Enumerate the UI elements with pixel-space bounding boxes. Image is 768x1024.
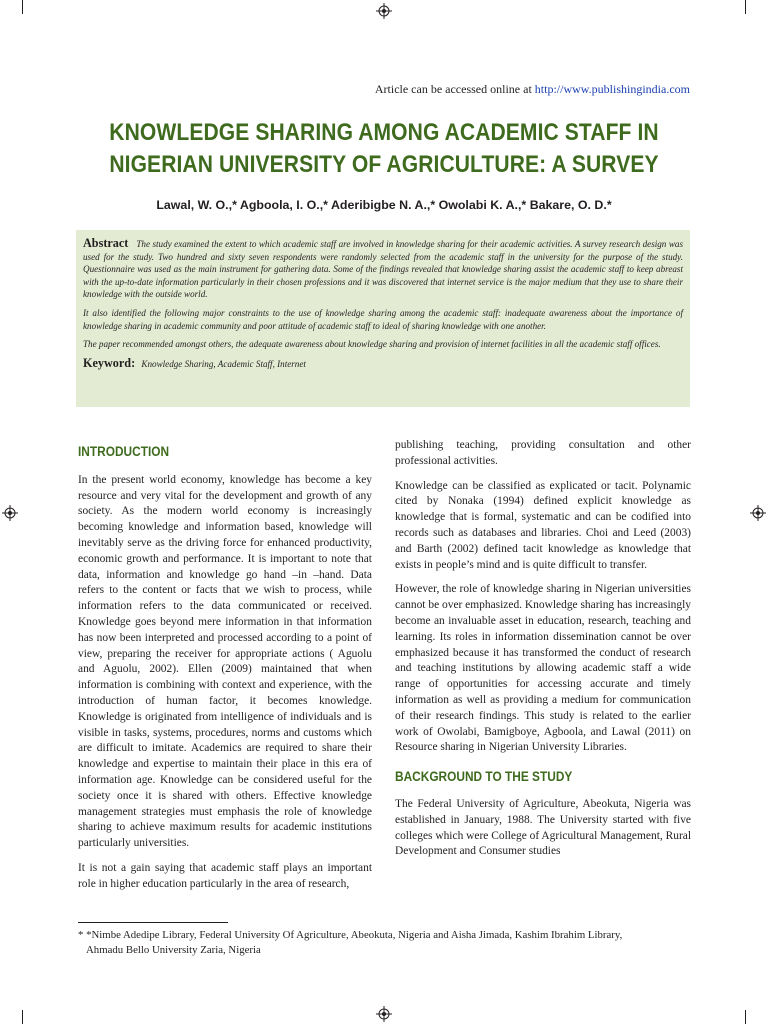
footnote-divider <box>78 922 228 923</box>
crop-mark-bottom-left <box>22 1010 23 1024</box>
keyword-list: Knowledge Sharing, Academic Staff, Internet <box>141 358 306 369</box>
introduction-paragraph-2: It is not a gain saying that academic staff plays an important role in higher education particularly in the area of research, <box>78 861 372 890</box>
keyword-row <box>83 357 683 371</box>
registration-mark-top <box>376 3 392 19</box>
background-heading: BACKGROUND TO THE STUDY <box>395 769 573 785</box>
abstract-text-1: The study examined the extent to which academic staff are involved in knowledge sharing for their academic activities. A survey research design was used for the study. Two hundred and sixty seven respondents were randomly selected from the academic staff in the university for the purpose of the study. Questionnaire was used as the main instrument for gathering data. Some of the findings revealed that knowledge sharing assist the academic staff to keep abreast with the up-to-date information particularly in their chosen professions and it was discovered that internet service is the major medium that they use to share their knowledge with the outside world. <box>83 239 683 300</box>
background-paragraph-1: The Federal University of Agriculture, Abeokuta, Nigeria was established in January, 1988. The University started with five colleges which were College of Agricultural Management, Rural Development and Consumer studies <box>395 797 692 858</box>
right-column <box>395 438 691 869</box>
abstract-paragraph-2: It also identified the following major constraints to the use of knowledge sharing among the academic staff: inadequate awareness about the importance of knowledge sharing in academic community and poor attitude of academic staff to ideal of sharing knowledge with one another. <box>83 307 683 331</box>
crop-mark-top-left <box>22 0 23 14</box>
footnote <box>78 928 691 958</box>
abstract-heading: Abstract <box>83 236 129 250</box>
crop-mark-top-right <box>745 0 746 14</box>
left-column <box>78 438 372 902</box>
access-prefix: Article can be accessed online at <box>374 82 535 96</box>
abstract-box <box>76 230 690 407</box>
crop-mark-bottom-right <box>745 1010 746 1024</box>
publisher-link[interactable]: http://www.publishingindia.com <box>534 82 690 96</box>
introduction-paragraph-5: However, the role of knowledge sharing in Nigerian universities cannot be over emphasized. Knowledge sharing has increasingly become an invaluable asset in education, research, teaching and learning. Its roles in information dissemination cannot be over emphasized because it has transformed the conduct of research and teaching institutions by allowing academic staff a wide range of opportunities for accessing accurate and timely information as well as providing a medium for communication of their research findings. This study is related to the earlier work of Owolabi, Bamigboye, Agboola, and Lawal (2011) on Resource sharing in Nigerian University Libraries. <box>395 583 692 754</box>
article-access-line <box>0 82 690 97</box>
abstract-paragraph-3: The paper recommended amongst others, the adequate awareness about knowledge sharing and provision of internet facilities in all the academic staff offices. <box>83 339 661 350</box>
abstract-paragraph-1 <box>83 237 683 301</box>
introduction-paragraph-3: publishing teaching, providing consultation and other professional activities. <box>395 439 691 467</box>
introduction-paragraph-1: In the present world economy, knowledge has become a key resource and very vital for the development and growth of any society. As the modern world economy is increasingly becoming knowledge and information based, knowledge will inevitably serve as the driving force for enhanced productivity, economic growth and performance. It is important to note that data, information and knowledge go hand –in –hand. Data refers to the content or facts that we wish to process, while information refers to the data communicated or received. Knowledge goes beyond mere information in that information has now been interpreted and processed according to a point of view, preparing the receiver for appropriate actions ( Aguolu and Aguolu, 2002). Ellen (2009) maintained that when information is combining with context and experience, with the introduction of human factor, it becomes knowledge. Knowledge is originated from intelligence of individuals and is visible in tasks, systems, procedures, norms and customs which are difficult to imitate. Academics are required to share their knowledge and expertise to maintain their place in this era of information age. Knowledge can be considered useful for the society once it is shared with others. Effective knowledge management strategies must emphasis the role of knowledge sharing to achieve maximum results for academic institutions particularly universities. <box>78 473 372 850</box>
footnote-line-2: Ahmadu Bello University Zaria, Nigeria <box>86 944 261 956</box>
paper-title: KNOWLEDGE SHARING AMONG ACADEMIC STAFF IN NIGERIAN UNIVERSITY OF AGRICULTURE: A SURVEY <box>109 119 659 178</box>
footnote-line-1: * *Nimbe Adedipe Library, Federal University Of Agriculture, Abeokuta, Nigeria and Aisha Jimada, Kashim Ibrahim Library, <box>78 929 623 941</box>
author-list: Lawal, W. O.,* Agboola, I. O.,* Aderibigbe N. A.,* Owolabi K. A.,* Bakare, O. D.* <box>156 198 612 212</box>
registration-mark-left <box>2 505 18 521</box>
introduction-paragraph-4: Knowledge can be classified as explicated or tacit. Polynamic cited by Nonaka (1994) defined explicit knowledge as knowledge that is formal, systematic and can be codified into records such as databases and libraries. Choi and Leed (2003) and Barth (2002) defined tacit knowledge as knowledge that exists in people’s mind and is quite difficult to transfer. <box>395 479 691 571</box>
registration-mark-right <box>750 505 766 521</box>
introduction-heading: INTRODUCTION <box>78 444 170 459</box>
keyword-heading: Keyword: <box>83 355 136 370</box>
registration-mark-bottom <box>376 1006 392 1022</box>
